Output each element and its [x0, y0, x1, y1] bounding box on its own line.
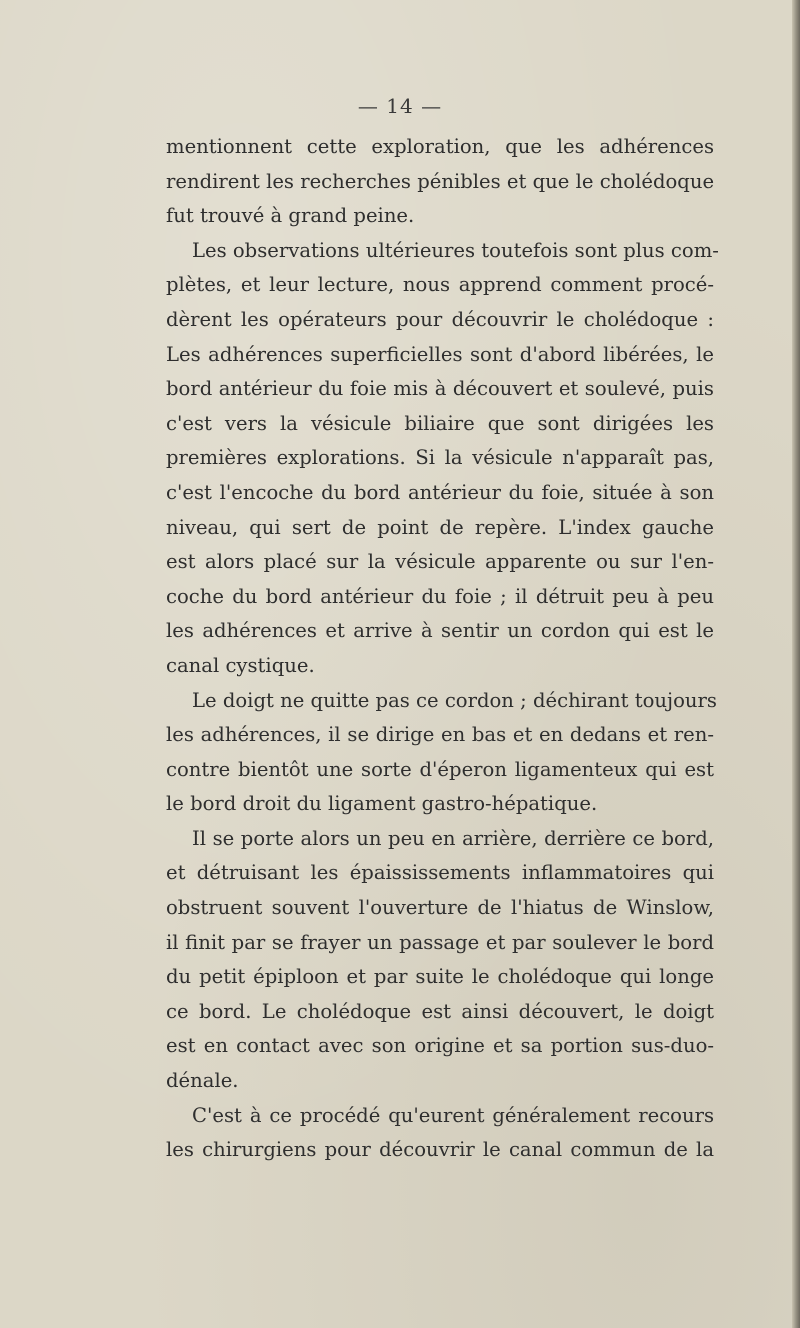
body-text	[166, 130, 719, 1168]
text-line: Il se porte alors un peu en arrière, derrière ce bord,	[192, 826, 714, 850]
text-line: obstruent souvent l'ouverture de l'hiatus de Winslow,	[166, 896, 714, 920]
text-line: canal cystique.	[166, 653, 315, 677]
text-line: contre bientôt une sorte d'éperon ligamenteux qui est	[166, 757, 714, 781]
text-line: Les adhérences superficielles sont d'abord libérées, le	[166, 342, 714, 366]
text-line: dénale.	[166, 1069, 239, 1093]
page-number: — 14 —	[357, 94, 443, 118]
text-line: plètes, et leur lecture, nous apprend comment procé-	[166, 273, 714, 297]
text-line: du petit épiploon et par suite le cholédoque qui longe	[166, 965, 714, 989]
text-line: le bord droit du ligament gastro-hépatique.	[166, 792, 598, 816]
text-line: les chirurgiens pour découvrir le canal commun de la	[166, 1138, 714, 1162]
text-line: premières explorations. Si la vésicule n'apparaît pas,	[166, 446, 714, 470]
text-line: est en contact avec son origine et sa portion sus-duo-	[166, 1034, 714, 1058]
text-line: ce bord. Le cholédoque est ainsi découvert, le doigt	[166, 999, 714, 1023]
text-line: Le doigt ne quitte pas ce cordon ; déchirant toujours	[192, 688, 717, 712]
text-line: C'est à ce procédé qu'eurent généralement recours	[192, 1103, 714, 1127]
text-line: les adhérences et arrive à sentir un cordon qui est le	[166, 619, 714, 643]
text-line: rendirent les recherches pénibles et que le cholédoque	[166, 169, 715, 193]
text-line: bord antérieur du foie mis à découvert et soulevé, puis	[166, 377, 714, 401]
text-line: il finit par se frayer un passage et par soulever le bord	[166, 930, 714, 954]
text-line: c'est l'encoche du bord antérieur du foie, située à son	[166, 480, 714, 504]
text-line: dèrent les opérateurs pour découvrir le cholédoque :	[166, 307, 714, 331]
text-line: les adhérences, il se dirige en bas et en dedans et ren-	[166, 723, 714, 747]
text-line: coche du bord antérieur du foie ; il détruit peu à peu	[166, 584, 714, 608]
text-line: mentionnent cette exploration, que les adhérences	[166, 135, 714, 158]
page-edge	[792, 0, 800, 1328]
text-line: est alors placé sur la vésicule apparente ou sur l'en-	[166, 550, 714, 574]
text-line: fut trouvé à grand peine.	[166, 204, 415, 228]
text-line: c'est vers la vésicule biliaire que sont dirigées les	[166, 411, 714, 435]
text-line: et détruisant les épaississements inflammatoires qui	[166, 861, 714, 885]
text-line: Les observations ultérieures toutefois sont plus com-	[192, 238, 719, 262]
text-line: niveau, qui sert de point de repère. L'index gauche	[166, 515, 714, 539]
